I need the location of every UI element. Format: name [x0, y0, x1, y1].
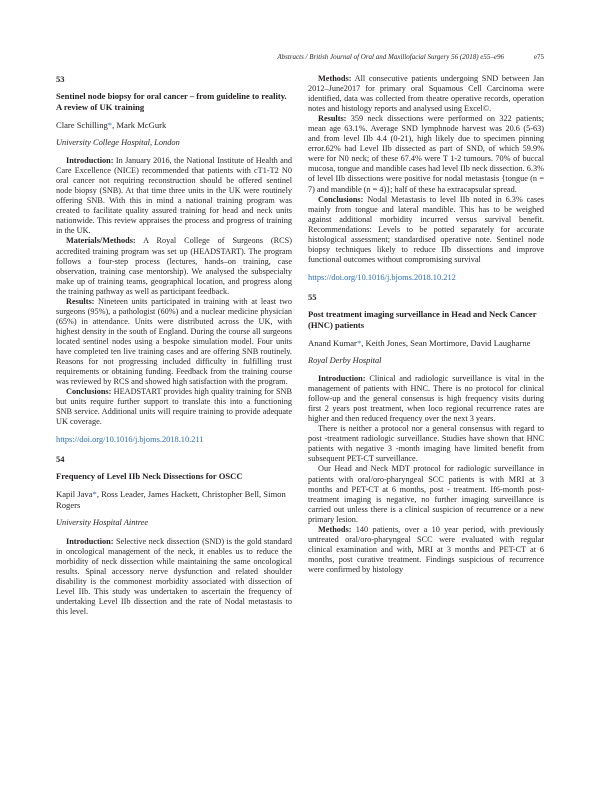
author-list — [56, 489, 292, 511]
author-names: , Keith Jones, Sean Mortimore, David Laugharne — [361, 337, 531, 348]
section-text: HEADSTART provides high quality training for SNB but units require further support to translate this into a functioning SNB service. Additional units will require training to provide adequate UK coverage. — [56, 387, 292, 427]
section-label: Methods: — [318, 524, 352, 534]
section-label: Methods: — [318, 74, 352, 83]
running-header — [56, 53, 544, 65]
journal-title: Abstracts / British Journal of Oral and Maxillofacial Surgery 56 (2018) e55–e96 — [277, 53, 504, 61]
section-label: Results: — [66, 296, 95, 306]
section-text: 140 patients, over a 10 year period, with previously untreated oral/oro-pharyngeal SCC were evaluated with regular clinical examination and with, MRI at 3 months and PET-CT at 6 months, post curative treatment. Findings suspicious of recurrence were confirmed by histology — [308, 524, 544, 574]
methods-paragraph — [308, 74, 544, 114]
section-label: Introduction: — [66, 156, 114, 166]
results-paragraph — [308, 114, 544, 194]
introduction-paragraph — [56, 537, 292, 617]
author-list — [308, 338, 544, 349]
methods-paragraph — [56, 236, 292, 296]
author-name: Clare Schilling — [56, 120, 108, 131]
right-column — [308, 74, 544, 575]
section-text: Nodal Metastasis to level IIb noted in 6.3% cases mainly from tongue and lateral mandible. This has to be weighed against additional morbidity incurred versus survival benefit. Recommendations: Levels to be potted separately for accurate histological assessment; standardised operative note. Sentinel node biopsy techniques likely to reduce IIb dissections and improve functional outcomes without compromising survival — [308, 194, 544, 264]
introduction-paragraph — [308, 374, 544, 424]
doi-link[interactable]: https://doi.org/10.1016/j.bjoms.2018.10.211 — [56, 435, 204, 445]
methods-paragraph — [308, 525, 544, 575]
corresponding-author-mark[interactable]: * — [356, 337, 362, 348]
abstract-number: 53 — [56, 74, 65, 84]
body-paragraph: Our Head and Neck MDT protocol for radiologic surveillance in patients with oral/oro-pharyngeal SCC patients is with MRI at 3 months and PET-CT at 6 months, post - treatment. If6-month post-treatment imaging is negative, no further imaging surveillance is carried out unless there is a clinical suspicion of recurrence or a new primary lesion. — [308, 464, 544, 524]
abstract-title: Sentinel node biopsy for oral cancer – from guideline to reality. A review of UK training — [56, 91, 287, 113]
author-list — [56, 120, 292, 131]
affiliation: University Hospital Aintree — [56, 518, 149, 528]
introduction-paragraph — [56, 156, 292, 236]
author-name: Anand Kumar — [308, 337, 357, 348]
conclusions-paragraph — [308, 195, 544, 265]
affiliation: Royal Derby Hospital — [308, 355, 382, 365]
corresponding-author-mark[interactable]: * — [107, 120, 113, 131]
abstract-number: 55 — [308, 291, 317, 302]
section-label: Conclusions: — [318, 194, 364, 204]
section-text: Nineteen units participated in training with at least two surgeons (95%), a pathologist (60%) and a nuclear medicine physician (65%) in attendance. Units were distributed across the UK, with highest density in the south of England. During the course all surgeons located sentinel nodes using a bespoke simulation model. Four units have completed ten live training cases and are offering SNB routinely. Reasons for not progressing included difficulty in fulfilling trust requirements or obtaining funding. Feedback from the training course was reviewed by RCS and showed high satisfaction with the program. — [56, 296, 292, 387]
affiliation: University College Hospital, London — [56, 138, 180, 148]
section-text: Selective neck dissection (SND) is the gold standard in oncological management of the neck, it enables us to reduce the morbidity of neck dissection while maintaining the same oncological results. Spinal accessory nerve dysfunction and related shoulder disability is the commonest morbidity associated with dissection of Level IIb. This study was undertaken to ascertain the frequency of undertaking Level IIb dissection and the rate of Nodal metastasis to this level. — [56, 536, 292, 616]
abstract-title: Frequency of Level IIb Neck Dissections for OSCC — [56, 471, 243, 482]
conclusions-paragraph — [56, 387, 292, 427]
doi-link[interactable]: https://doi.org/10.1016/j.bjoms.2018.10.212 — [308, 272, 456, 282]
section-text: A Royal College of Surgeons (RCS) accredited training program was set up (HEADSTART). The program follows a four-step process (lectures, hands–on training, case observation, training case mentorship). We analysed the subspecialty make up of training teams, geographical location, and progress along the training pathway as well as participant feedback. — [56, 236, 292, 296]
abstract-number: 54 — [56, 454, 65, 465]
author-names: , Ross Leader, James Hackett, Christopher Bell, Simon Rogers — [56, 489, 286, 511]
section-label: Materials/Methods: — [66, 236, 136, 246]
section-text: In January 2016, the National Institute of Health and Care Excellence (NICE) recommended that patients with cT1-T2 N0 oral cancer not requiring reconstruction should be offered sentinel node biopsy (SNB). At that time three units in the UK were routinely offering SNB. With this in mind a national training program was created to facilitate quality assured training for head and neck units nationwide. This review appraises the process and progress of training in the UK. — [56, 156, 292, 236]
section-label: Introduction: — [66, 536, 114, 546]
author-names: , Mark McGurk — [112, 120, 167, 131]
section-label: Results: — [318, 114, 347, 124]
abstract-title: Post treatment imaging surveillance in Head and Neck Cancer (HNC) patients — [308, 308, 537, 330]
section-text: All consecutive patients undergoing SND between Jan 2012–June2017 for primary oral Squamous Cell Carcinoma were identified, data was collected from theatre operative records, operation notes and histology reports and analysed using Excel©. — [308, 74, 544, 114]
corresponding-author-mark[interactable]: * — [92, 489, 97, 500]
left-column — [56, 74, 292, 617]
author-name: Kapil Java — [56, 489, 93, 500]
section-text: 359 neck dissections were performed on 322 patients; mean age 63.1%. Average SND lymphnode harvest was 20.6 (5-63) and from level IIb 4.4 (0-21), high likely due to specimen pinning error.62% had Level IIb dissected as part of SND, of which 59.9% were for N0 neck; of these 67.4% were T 1-2 tumours. 70% of buccal mucosa, tongue and mandible cases had level IIb neck dissection. 6.3% of level IIb dissections were positive for nodal metastasis {tongue (n = 7) and mandible (n = 4)}; half of these ha extracapsular spread. — [308, 114, 544, 194]
results-paragraph — [56, 297, 292, 387]
section-label: Conclusions: — [66, 387, 112, 397]
section-label: Introduction: — [318, 374, 366, 384]
body-paragraph: There is neither a protocol nor a general consensus with regard to post -treatment radiologic surveillance. Studies have shown that HNC patients with negative 3 -month imaging have limited benefit from subsequent PET-CT surveillance. — [308, 424, 544, 464]
section-text: Clinical and radiologic surveillance is vital in the management of patients with HNC. There is no protocol for clinical follow-up and the general consensus is high frequency visits during first 2 years post treatment, when loco regional recurrence rates are higher and then reduced frequency over the next 3 years. — [308, 374, 544, 424]
page-number: e75 — [533, 53, 544, 61]
